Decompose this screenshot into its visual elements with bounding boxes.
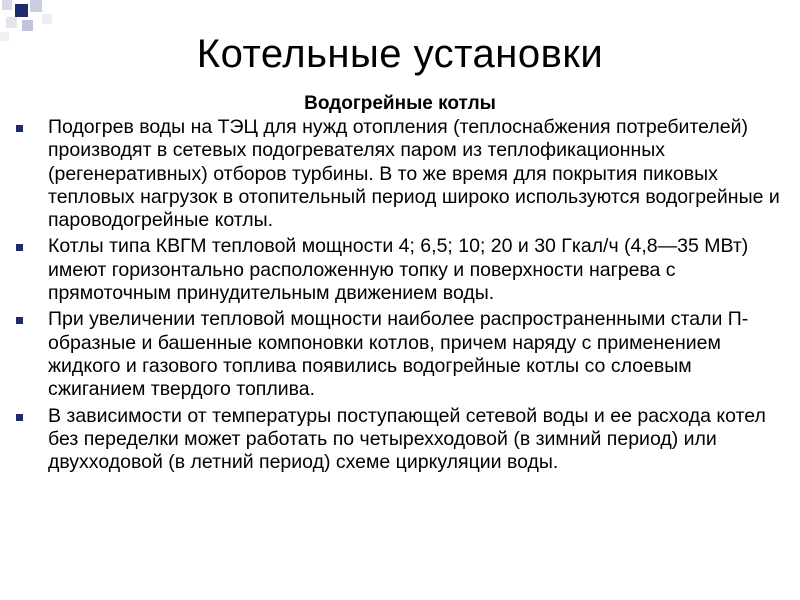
- bullet-text: Котлы типа КВГМ тепловой мощности 4; 6,5; 10; 20 и 30 Гкал/ч (4,8—35 МВт) имеют горизонтально расположенную топку и поверхности нагрева с прямоточным принудительным движением воды.: [48, 235, 749, 305]
- bullet-item: [12, 116, 782, 232]
- square-bullet-icon: [16, 317, 23, 324]
- bullet-item: [12, 405, 782, 475]
- square-bullet-icon: [16, 244, 23, 251]
- decor-square: [15, 4, 28, 17]
- slide-subtitle: Водогрейные котлы: [304, 93, 496, 114]
- bullet-text: При увеличении тепловой мощности наиболее распространенными стали П-образные и башенные компоновки котлов, причем наряду с применением жидкого и газового топлива появились водогрейные котлы со слоевым сжиганием твердого топлива.: [48, 308, 749, 401]
- bullet-item: [12, 235, 782, 305]
- square-bullet-icon: [16, 414, 23, 421]
- decor-square: [2, 0, 12, 10]
- bullet-text: Подогрев воды на ТЭЦ для нужд отопления (теплоснабжения потребителей) производят в сетевых подогревателях паром из теплофикационных (регенеративных) отборов турбины. В то же время для покрытия пиковых тепловых нагрузок в отопительный период широко используются водогрейные и пароводогрейные котлы.: [48, 116, 780, 232]
- square-bullet-icon: [16, 125, 23, 132]
- decor-square: [30, 0, 42, 12]
- decor-square: [6, 17, 17, 28]
- slide-title: Котельные установки: [196, 32, 604, 76]
- decor-square: [42, 14, 52, 24]
- bullet-list: [12, 116, 782, 477]
- bullet-text: В зависимости от температуры поступающей сетевой воды и ее расхода котел без переделки может работать по четырехходовой (в зимний период) или двухходовой (в летний период) схеме циркуляции воды.: [48, 404, 766, 474]
- bullet-item: [12, 308, 782, 401]
